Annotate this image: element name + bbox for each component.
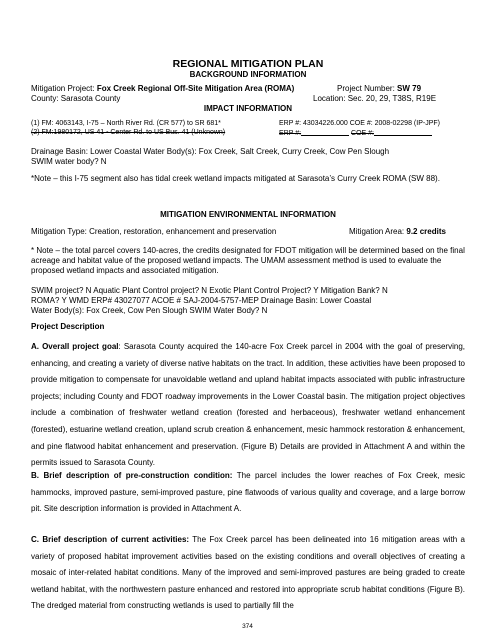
project-name: Fox Creek Regional Off-Site Mitigation Area (ROMA) (96, 84, 295, 93)
note-2: * Note – the total parcel covers 140-acres, the credits designated for FDOT mitigation will be determined based on the final acreage and habitat value of the proposed wetland impacts. The UMAM assessment method is used to evaluate the proposed wetland impacts and associated mitigation. (31, 246, 465, 275)
mitigation-type: Mitigation Type: Creation, restoration, enhancement and preservation (31, 227, 277, 236)
background-heading: BACKGROUND INFORMATION (189, 70, 307, 79)
mitigation-area (349, 227, 446, 237)
section-b-label: B. Brief description of pre-construction condition: (31, 471, 233, 480)
project-number (337, 84, 421, 94)
impact-heading: IMPACT INFORMATION (203, 104, 293, 113)
section-b-text: The parcel includes the lower reaches of Fox Creek, mesic hammocks, improved pasture, semi-improved pasture, pine flatwoods of various quality and coverage, and a large borrow pit. Site description information is provided in Attachment A. (31, 471, 465, 514)
drainage-line-2: SWIM water body? N (31, 157, 107, 166)
section-a (31, 339, 465, 472)
note-1: *Note – this I-75 segment also has tidal creek wetland impacts mitigated at Sarasota’s Curry Creek ROMA (SW 88). (31, 174, 440, 183)
swim-line-3: Water Body(s): Fox Creek, Cow Pen Slough SWIM Water Body? N (31, 306, 268, 315)
project-number-value: SW 79 (397, 84, 422, 93)
impact-row-2-erp: ERP #: (279, 130, 302, 137)
swim-line-1: SWIM project? N Aquatic Plant Control project? N Exotic Plant Control Project? Y Mitigation Bank? N (31, 286, 388, 295)
county-line: County: Sarasota County (31, 94, 121, 103)
impact-row-1: (1) FM: 4063143, I-75 – North River Rd. (CR 577) to SR 681* (31, 120, 221, 127)
section-c (31, 532, 465, 615)
section-a-text: : Sarasota County acquired the 140-acre Fox Creek parcel in 2004 with the goal of preserving, enhancing, and creating a variety of diverse native habitats on the tract. In addition, these activities have been proposed to provide mitigation to compensate for unavoidable wetland and upland habitat impacts associated with public infrastructure projects; including County and FDOT roadway improvements in the Lower Coastal basin. The mitigation project objectives include a combination of freshwater wetland creation (forested and herbaceous), freshwater wetland enhancement (forested), estuarine wetland creation, upland scrub creation & enhancement, mesic hammock restoration & enhancement, and pine flatwood habitat enhancement and preservation. (Figure B) Details are provided in Attachment A and within the permits issued to Sarasota County. (31, 342, 466, 468)
project-description-heading: Project Description (31, 322, 105, 331)
section-c-text: The Fox Creek parcel has been delineated into 16 mitigation areas with a variety of proposed habitat improvement activities based on the existing conditions and overall objectives of creating a mosaic of inter-related habitat conditions. Many of the improved and semi-improved pastures are being graded to create wetland habitat, with the northwestern pasture enhanced and restored into appropriate scrub habitat conditions (Figure B). The dredged material from constructing wetlands is used to partially fill the (31, 535, 466, 611)
section-b (31, 468, 465, 518)
section-c-label: C. Brief description of current activities: (31, 535, 190, 544)
erp-blank (301, 128, 349, 136)
coe-blank (374, 128, 432, 136)
mitigation-area-value: 9.2 credits (406, 227, 446, 236)
drainage-line-1: Drainage Basin: Lower Coastal Water Body(s): Fox Creek, Salt Creek, Curry Creek, Cow Pen Slough (31, 147, 390, 156)
project-number-label: Project Number: (337, 84, 398, 93)
swim-line-2: ROMA? Y WMD ERP# 43027077 ACOE # SAJ-2004-5757-MEP Drainage Basin: Lower Coastal (31, 296, 372, 305)
document-title: REGIONAL MITIGATION PLAN (172, 58, 324, 70)
mitigation-area-label: Mitigation Area: (349, 227, 407, 236)
impact-row-2-permits (279, 128, 432, 138)
project-label: Mitigation Project: (31, 84, 97, 93)
impact-row-1-permits: ERP #: 43034226.000 COE #: 2008-02298 (IP-JPF) (279, 120, 440, 127)
impact-row-2: (2) FM:1980172, US 41 - Center Rd. to US Bus. 41 (Unknown) (31, 129, 226, 136)
location-line: Location: Sec. 20, 29, T38S, R19E (313, 94, 437, 103)
page-number: 374 (242, 623, 253, 630)
section-a-label: A. Overall project goal (31, 342, 119, 351)
environmental-heading: MITIGATION ENVIRONMENTAL INFORMATION (160, 210, 336, 219)
impact-row-2-coe: COE #: (351, 130, 374, 137)
